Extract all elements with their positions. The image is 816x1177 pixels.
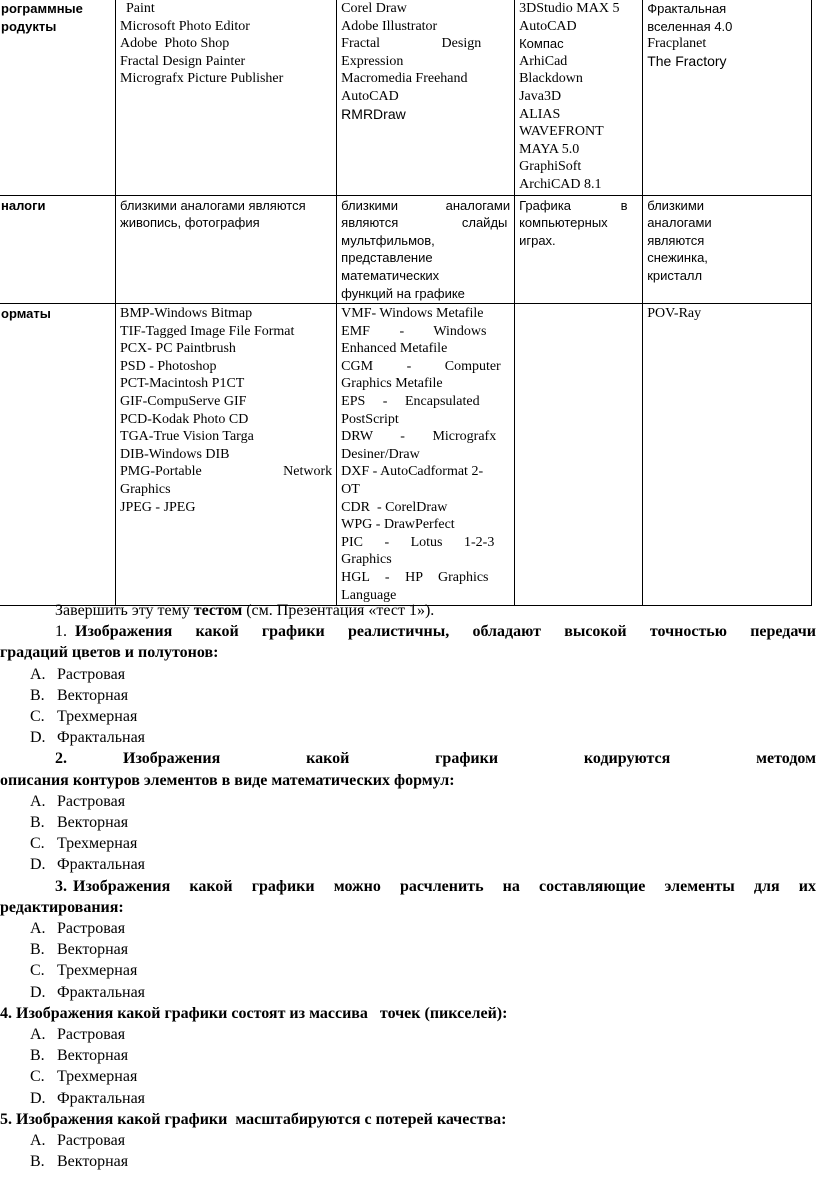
cell-line: близкими аналогами являются	[120, 197, 306, 213]
option-text: Фрактальная	[57, 856, 146, 874]
cell-line: Adobe Illustrator	[341, 18, 438, 34]
cell-line: Macromedia Freehand	[341, 71, 468, 87]
cell-line: GIF-CompuServe GIF	[120, 394, 247, 410]
cell-line: Language	[341, 587, 397, 603]
question-3	[0, 876, 816, 918]
intro-text-tail: (см. Презентация «тест 1»).	[242, 602, 435, 619]
option-letter: D.	[30, 856, 46, 874]
cell-line: HGL - HP Graphics	[341, 570, 489, 585]
option-text: Векторная	[57, 1047, 129, 1065]
cell-line: аналогами	[647, 215, 712, 231]
option-a[interactable]	[0, 1024, 816, 1045]
question-text: Изображения какой графики масштабируются с потерей качества:	[16, 1110, 507, 1128]
cell-line: играх.	[519, 232, 556, 248]
cell-line: ALIAS	[519, 106, 561, 122]
cell-line: Expression	[341, 53, 404, 69]
option-letter: B.	[30, 1047, 45, 1065]
cell-line: снежинка,	[647, 250, 708, 266]
option-text: Растровая	[57, 1132, 126, 1150]
cell-line: PSD - Photoshop	[120, 358, 217, 374]
cell-line: представление	[341, 250, 433, 266]
cell-line: функций на графике	[341, 285, 465, 301]
cell-line: DRW - Micrografx	[341, 429, 497, 445]
options-question-2	[0, 791, 816, 876]
cell-line: 3DStudio MAX 5	[519, 1, 620, 16]
cell-line: EPS - Encapsulated	[341, 394, 480, 410]
cell-line: PCT-Macintosh P1CT	[120, 376, 245, 392]
option-a[interactable]	[0, 1130, 816, 1151]
cell-line: Java3D	[519, 88, 562, 104]
option-text: Векторная	[57, 686, 129, 704]
option-letter: A.	[30, 1132, 46, 1150]
cell-line: Corel Draw	[341, 1, 407, 16]
cell-line: Desiner/Draw	[341, 446, 420, 462]
question-line	[0, 621, 816, 642]
cell-line: мультфильмов,	[341, 232, 435, 248]
cell-line: PCD-Kodak Photo CD	[120, 411, 249, 427]
option-text: Растровая	[57, 792, 126, 810]
question-number: 4.	[0, 1004, 12, 1022]
question-1	[0, 621, 816, 663]
quiz-section	[0, 600, 816, 1172]
option-letter: A.	[30, 920, 46, 938]
question-line-2: описания контуров элементов в виде математических формул:	[0, 771, 455, 789]
cell-line: являются	[647, 232, 705, 248]
cell-line: EMF - Windows	[341, 323, 487, 339]
cell-line: близкими	[647, 197, 705, 213]
cell-line: BMP-Windows Bitmap	[120, 306, 253, 322]
row-header-products	[0, 0, 116, 195]
cell-line: OT	[341, 482, 360, 498]
table-row-formats	[0, 304, 812, 606]
cell-line: PIC - Lotus 1-2-3	[341, 534, 495, 550]
cell-line: CGM - Computer	[341, 358, 501, 374]
option-letter: D.	[30, 729, 46, 747]
cell-3d-formats	[515, 304, 643, 606]
cell-line: WAVEFRONT	[519, 124, 604, 140]
cell-line: PostScript	[341, 411, 399, 427]
cell-line: Fractal Design	[341, 36, 482, 52]
quiz-intro	[0, 600, 816, 621]
option-letter: A.	[30, 1026, 46, 1044]
cell-line: Paint	[126, 1, 155, 16]
option-text: Векторная	[57, 941, 129, 959]
option-text: Фрактальная	[57, 729, 146, 747]
question-line	[0, 1003, 816, 1024]
option-b[interactable]	[0, 812, 816, 833]
option-b[interactable]	[0, 1151, 816, 1172]
cell-line: Fracplanet	[647, 36, 707, 52]
option-b[interactable]	[0, 1045, 816, 1066]
cell-line: Компас	[519, 36, 564, 52]
intro-bold-word: тестом	[193, 602, 243, 619]
cell-line: Fractal Design Painter	[120, 53, 246, 69]
option-a[interactable]	[0, 664, 816, 685]
question-text: Изображения какой графики реалистичны, обладают высокой точностью передачи	[75, 623, 816, 641]
cell-line: ArhiCad	[519, 53, 568, 69]
option-b[interactable]	[0, 685, 816, 706]
question-text: Изображения какой графики кодируются методом	[123, 750, 816, 768]
cell-line: WPG - DrawPerfect	[341, 517, 455, 533]
cell-line: ArchiCAD 8.1	[519, 176, 602, 192]
cell-line: математических	[341, 267, 440, 283]
question-number: 1.	[55, 623, 67, 641]
cell-line: Графика в	[519, 197, 628, 213]
cell-fractal-formats	[643, 304, 812, 606]
option-text: Фрактальная	[57, 1089, 146, 1107]
option-text: Векторная	[57, 1153, 129, 1171]
cell-line: Microsoft Photo Editor	[120, 18, 250, 34]
row-header-line: налоги	[1, 197, 46, 213]
option-text: Трехмерная	[57, 708, 138, 726]
question-line	[0, 876, 816, 897]
cell-line: вселенная 4.0	[647, 18, 733, 34]
option-a[interactable]	[0, 791, 816, 812]
cell-line: AutoCAD	[519, 18, 577, 34]
row-header-analogs	[0, 195, 116, 304]
option-letter: B.	[30, 686, 45, 704]
intro-text: Завершить эту тему	[55, 602, 194, 619]
question-5	[0, 1109, 816, 1130]
cell-line: JPEG - JPEG	[120, 499, 196, 515]
cell-vector-analogs	[337, 195, 515, 304]
cell-line: MAYA 5.0	[519, 141, 580, 157]
options-question-5	[0, 1130, 816, 1172]
option-letter: B.	[30, 1153, 45, 1171]
option-text: Фрактальная	[57, 983, 146, 1001]
row-header-line: орматы	[1, 306, 51, 322]
option-letter: B.	[30, 814, 45, 832]
option-letter: B.	[30, 941, 45, 959]
cell-line: Graphics	[341, 552, 392, 568]
cell-raster-products	[116, 0, 337, 195]
options-question-3	[0, 918, 816, 1003]
cell-line: являются слайды	[341, 215, 508, 231]
option-text: Трехмерная	[57, 1068, 138, 1086]
question-4	[0, 1003, 816, 1024]
cell-line: компьютерных	[519, 215, 608, 231]
cell-vector-formats	[337, 304, 515, 606]
cell-line: живопись, фотография	[120, 215, 260, 231]
question-line-2: градаций цветов и полутонов:	[0, 644, 219, 662]
cell-line: Adobe Photo Shop	[120, 36, 230, 52]
row-header-formats	[0, 304, 116, 606]
option-letter: D.	[30, 1089, 46, 1107]
option-text: Векторная	[57, 814, 129, 832]
question-number: 3.	[55, 877, 67, 895]
cell-line: DXF - AutoCadformat 2-	[341, 464, 484, 480]
cell-line: близкими аналогами	[341, 197, 511, 213]
option-c[interactable]	[0, 833, 816, 854]
option-text: Растровая	[57, 920, 126, 938]
option-letter: D.	[30, 983, 46, 1001]
option-text: Растровая	[57, 1026, 126, 1044]
cell-line: GraphiSoft	[519, 159, 582, 175]
table-row-products	[0, 0, 812, 195]
option-c[interactable]	[0, 706, 816, 727]
question-number: 2.	[55, 750, 67, 768]
cell-line: PCX- PC Paintbrush	[120, 341, 236, 357]
cell-line: TGA-True Vision Targa	[120, 429, 254, 445]
cell-3d-products	[515, 0, 643, 195]
cell-line: Graphics	[120, 482, 171, 498]
cell-raster-analogs	[116, 195, 337, 304]
option-d[interactable]	[0, 854, 816, 875]
cell-line: кристалл	[647, 267, 703, 283]
option-c[interactable]	[0, 960, 816, 981]
option-text: Трехмерная	[57, 835, 138, 853]
cell-line: RMRDraw	[341, 105, 406, 122]
cell-line: Фрактальная	[647, 1, 727, 16]
option-letter: C.	[30, 835, 45, 853]
cell-line: PMG-Portable Network	[120, 464, 333, 480]
option-d[interactable]	[0, 727, 816, 748]
cell-line: Blackdown	[519, 71, 583, 87]
option-letter: C.	[30, 962, 45, 980]
cell-line: Graphics Metafile	[341, 376, 443, 392]
option-letter: C.	[30, 1068, 45, 1086]
question-line	[0, 1109, 816, 1130]
cell-line: CDR - CorelDraw	[341, 499, 448, 515]
cell-line: Micrografx Picture Publisher	[120, 71, 284, 87]
option-text: Трехмерная	[57, 962, 138, 980]
option-d[interactable]	[0, 1088, 816, 1109]
cell-3d-analogs	[515, 195, 643, 304]
question-text: Изображения какой графики можно расчленить на составляющие элементы для их	[73, 877, 816, 895]
cell-fractal-analogs	[643, 195, 812, 304]
cell-raster-formats	[116, 304, 337, 606]
cell-fractal-products	[643, 0, 812, 195]
cell-line: VMF- Windows Metafile	[341, 306, 484, 322]
table-row-analogs	[0, 195, 812, 304]
option-d[interactable]	[0, 982, 816, 1003]
option-letter: A.	[30, 665, 46, 683]
cell-line: DIB-Windows DIB	[120, 446, 230, 462]
options-question-1	[0, 664, 816, 749]
cell-line: POV-Ray	[647, 306, 702, 322]
option-letter: A.	[30, 792, 46, 810]
cell-vector-products	[337, 0, 515, 195]
option-a[interactable]	[0, 918, 816, 939]
question-number: 5.	[0, 1110, 12, 1128]
option-b[interactable]	[0, 939, 816, 960]
options-question-4	[0, 1024, 816, 1109]
row-header-line: рограммные родукты	[1, 1, 83, 34]
question-line-2: редактирования:	[0, 898, 124, 916]
cell-line: TIF-Tagged Image File Format	[120, 323, 295, 339]
question-line	[0, 748, 816, 769]
cell-line: The Fractory	[647, 52, 727, 69]
cell-line: AutoCAD	[341, 88, 399, 104]
option-text: Растровая	[57, 665, 126, 683]
option-c[interactable]	[0, 1066, 816, 1087]
question-2	[0, 748, 816, 790]
option-letter: C.	[30, 708, 45, 726]
cell-line: Enhanced Metafile	[341, 341, 448, 357]
question-text: Изображения какой графики состоят из массива точек (пикселей):	[16, 1004, 508, 1022]
